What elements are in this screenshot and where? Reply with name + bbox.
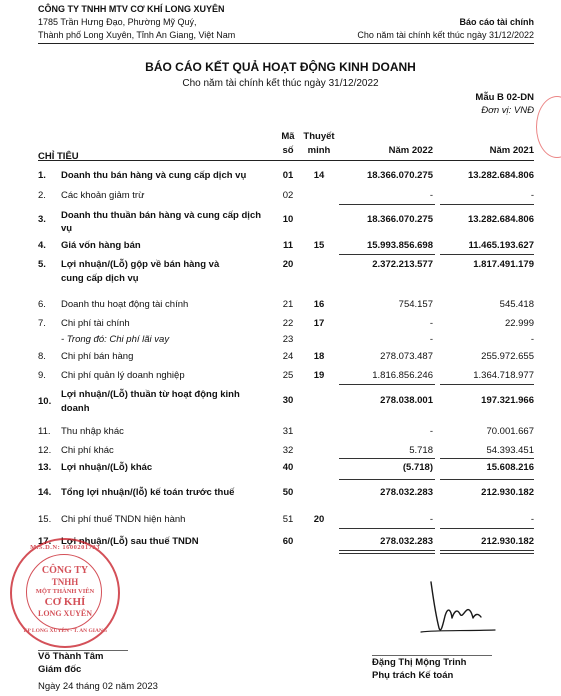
row-code: 40 — [282, 462, 294, 473]
row-value-2021: 70.001.667 — [486, 426, 534, 437]
seal-line3: MỘT THÀNH VIÊN — [35, 588, 95, 595]
row-value-2021: 13.282.684.806 — [467, 214, 534, 225]
company-seal — [10, 538, 120, 648]
row-value-2021: 212.930.182 — [481, 487, 534, 498]
seal-line2: TNHH — [51, 577, 79, 587]
currency-unit: Đơn vị: VNĐ — [481, 105, 534, 116]
row-number: 9. — [38, 370, 46, 381]
row-code: 30 — [282, 395, 294, 406]
row-number: 6. — [38, 299, 46, 310]
row-label: Giá vốn hàng bán — [61, 240, 141, 251]
row-value-2021: 197.321.966 — [481, 395, 534, 406]
row-label: Doanh thu thuần bán hàng và cung cấp dịch — [61, 210, 262, 221]
subtotal-line-2022 — [339, 254, 435, 255]
subtotal-line-2022 — [339, 528, 435, 529]
row-value-2022: 15.993.856.698 — [366, 240, 433, 251]
row-value-2021: 13.282.684.806 — [467, 170, 534, 181]
header-period: Cho năm tài chính kết thúc ngày 31/12/2022 — [357, 30, 534, 40]
seal-line4: CƠ KHÍ — [44, 596, 86, 608]
row-code: 23 — [282, 334, 294, 345]
row-note: 15 — [313, 240, 325, 251]
row-value-2022: - — [429, 426, 433, 437]
subtotal-line-2021 — [440, 528, 534, 529]
row-note: 18 — [313, 351, 325, 362]
row-value-2021: 15.608.216 — [486, 462, 534, 473]
row-code: 10 — [282, 214, 294, 225]
row-label: Chi phí tài chính — [61, 318, 130, 329]
row-label: Chi phí bán hàng — [61, 351, 134, 362]
row-value-2022: 1.816.856.246 — [372, 370, 433, 381]
row-label: Doanh thu hoạt động tài chính — [61, 299, 189, 310]
row-value-2022: - — [429, 190, 433, 201]
row-value-2022: (5.718) — [402, 462, 433, 473]
row-code: 22 — [282, 318, 294, 329]
report-subtitle: Cho năm tài chính kết thúc ngày 31/12/2022 — [182, 78, 379, 89]
row-number: 4. — [38, 240, 46, 251]
row-note: 14 — [313, 170, 325, 181]
column-header-note-line2: minh — [307, 145, 331, 156]
total-double-line-2021 — [440, 553, 534, 554]
row-code: 21 — [282, 299, 294, 310]
row-value-2022: - — [429, 334, 433, 345]
signing-date: Ngày 24 tháng 02 năm 2023 — [38, 681, 158, 692]
row-value-2021: - — [530, 514, 534, 525]
row-value-2021: 11.465.193.627 — [468, 240, 534, 251]
total-line-2022 — [339, 550, 435, 551]
row-label: - Trong đó: Chi phí lãi vay — [61, 334, 170, 345]
column-header-code-line1: Mã — [281, 131, 295, 142]
row-number: 11. — [38, 426, 51, 437]
column-header-item: CHỈ TIÊU — [38, 151, 79, 162]
subtotal-line-2021 — [440, 458, 534, 459]
row-number: 1. — [38, 170, 46, 181]
subtotal-line-2022 — [339, 204, 435, 205]
row-value-2022: 278.032.283 — [380, 487, 433, 498]
subtotal-line-2022 — [339, 479, 435, 480]
company-name: CÔNG TY TNHH MTV CƠ KHÍ LONG XUYÊN — [38, 4, 225, 14]
accountant-signature — [415, 572, 501, 638]
row-code: 25 — [282, 370, 294, 381]
company-address-line1: 1785 Trần Hưng Đạo, Phường Mỹ Quý, — [38, 17, 197, 27]
row-number: 8. — [38, 351, 46, 362]
row-label-continued: doanh — [61, 403, 90, 414]
row-code: 31 — [282, 426, 294, 437]
row-value-2021: 22.999 — [504, 318, 534, 329]
column-header-divider — [38, 160, 534, 161]
row-code: 32 — [282, 445, 294, 456]
row-number: 13. — [38, 462, 52, 473]
column-header-code-line2: số — [282, 145, 294, 156]
column-header-2022: Năm 2022 — [388, 145, 433, 156]
seal-line5: LONG XUYÊN — [37, 609, 92, 618]
row-note: 17 — [313, 318, 325, 329]
director-title: Giám đốc — [38, 664, 82, 675]
row-label: Lợi nhuận/(Lỗ) khác — [61, 462, 153, 473]
row-number: 10. — [38, 396, 52, 407]
report-title: BÁO CÁO KẾT QUẢ HOẠT ĐỘNG KINH DOANH — [145, 60, 416, 74]
seal-city: T.P LONG XUYÊN - T. AN GIANG — [22, 628, 108, 634]
row-label: Doanh thu bán hàng và cung cấp dịch vụ — [61, 170, 247, 181]
row-note: 16 — [313, 299, 325, 310]
header-divider — [38, 43, 534, 44]
edge-stamp-mark — [536, 96, 561, 158]
row-number: 3. — [38, 214, 46, 225]
row-label: Lợi nhuận/(Lỗ) thuần từ hoạt động kinh — [61, 389, 240, 400]
row-label: Lợi nhuận/(Lỗ) sau thuế TNDN — [61, 536, 199, 547]
doc-type: Báo cáo tài chính — [459, 17, 534, 27]
row-code: 60 — [282, 536, 294, 547]
row-code: 20 — [282, 259, 294, 270]
subtotal-line-2022 — [339, 458, 435, 459]
row-code: 02 — [282, 190, 294, 201]
row-value-2021: 545.418 — [499, 299, 534, 310]
row-value-2021: 54.393.451 — [486, 445, 534, 456]
seal-registration-number: M.S.D.N: 1600201723 — [30, 544, 100, 551]
row-value-2021: - — [530, 334, 534, 345]
row-value-2021: - — [530, 190, 534, 201]
director-name: Võ Thành Tâm — [38, 651, 104, 662]
subtotal-line-2022 — [339, 384, 435, 385]
row-value-2022: - — [429, 514, 433, 525]
row-label-continued: cung cấp dịch vụ — [61, 273, 139, 284]
row-value-2022: 18.366.070.275 — [366, 214, 433, 225]
row-value-2021: 1.364.718.977 — [473, 370, 534, 381]
row-number: 14. — [38, 487, 52, 498]
form-code: Mẫu B 02-DN — [475, 92, 534, 103]
accountant-signature-line — [372, 655, 492, 656]
subtotal-line-2021 — [440, 254, 534, 255]
row-label: Tổng lợi nhuận/(lỗ) kế toán trước thuế — [61, 487, 235, 498]
column-header-note-line1: Thuyết — [303, 131, 335, 142]
row-code: 50 — [282, 487, 294, 498]
row-value-2022: 278.032.283 — [380, 536, 433, 547]
row-value-2021: 212.930.182 — [481, 536, 534, 547]
subtotal-line-2021 — [440, 204, 534, 205]
row-value-2022: 5.718 — [409, 445, 433, 456]
row-value-2022: 754.157 — [398, 299, 433, 310]
company-address-line2: Thành phố Long Xuyên, Tỉnh An Giang, Việt Nam — [38, 30, 236, 40]
row-number: 12. — [38, 445, 52, 456]
accountant-title: Phụ trách Kế toán — [372, 670, 454, 681]
row-value-2022: 278.038.001 — [380, 395, 433, 406]
subtotal-line-2021 — [440, 479, 534, 480]
row-label: Lợi nhuận/(Lỗ) gộp về bán hàng và — [61, 259, 220, 270]
row-code: 24 — [282, 351, 294, 362]
row-code: 51 — [282, 514, 294, 525]
row-value-2021: 1.817.491.179 — [473, 259, 534, 270]
subtotal-line-2021 — [440, 384, 534, 385]
column-header-2021: Năm 2021 — [489, 145, 534, 156]
row-note: 20 — [313, 514, 325, 525]
row-label: Chi phí khác — [61, 445, 114, 456]
row-value-2022: 2.372.213.577 — [372, 259, 433, 270]
row-label-continued: vụ — [61, 223, 73, 234]
row-label: Chi phí thuế TNDN hiện hành — [61, 514, 186, 525]
row-code: 11 — [282, 240, 294, 251]
row-label: Chi phí quản lý doanh nghiệp — [61, 370, 185, 381]
total-line-2021 — [440, 550, 534, 551]
row-number: 7. — [38, 318, 46, 329]
row-number: 17. — [38, 536, 52, 547]
row-number: 15. — [38, 514, 52, 525]
total-double-line-2022 — [339, 553, 435, 554]
seal-line1: CÔNG TY — [41, 565, 89, 576]
row-value-2022: 18.366.070.275 — [366, 170, 433, 181]
row-number: 2. — [38, 190, 46, 201]
row-number: 5. — [38, 259, 46, 270]
row-note: 19 — [313, 370, 325, 381]
row-label: Thu nhập khác — [61, 426, 124, 437]
row-code: 01 — [282, 170, 294, 181]
row-value-2022: 278.073.487 — [380, 351, 433, 362]
accountant-name: Đặng Thị Mộng Trinh — [372, 657, 467, 668]
row-value-2021: 255.972.655 — [481, 351, 534, 362]
row-value-2022: - — [429, 318, 433, 329]
row-label: Các khoản giảm trừ — [61, 190, 145, 201]
director-signature-line — [38, 650, 128, 651]
